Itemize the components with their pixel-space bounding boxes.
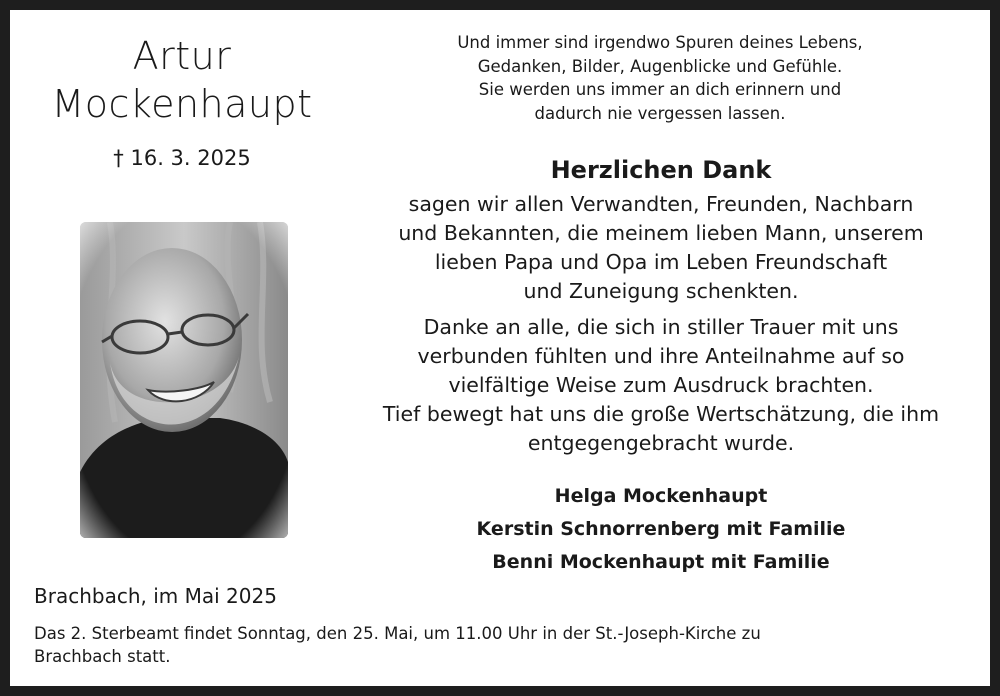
signature-name: Kerstin Schnorrenberg mit Familie — [476, 518, 846, 540]
portrait-photo — [80, 222, 288, 538]
place-date: Brachbach, im Mai 2025 — [34, 584, 277, 608]
thanks-line: verbunden fühlten und ihre Anteilnahme auf so — [417, 344, 905, 368]
thanks-line: Danke an alle, die sich in stiller Trauer mit uns — [423, 315, 899, 339]
death-date: † 16. 3. 2025 — [113, 146, 251, 170]
thanks-line: lieben Papa und Opa im Leben Freundschaft — [434, 250, 888, 274]
thanks-paragraph-1 — [355, 190, 967, 306]
signature-name: Helga Mockenhaupt — [554, 485, 768, 507]
thanks-heading: Herzlichen Dank — [550, 156, 772, 184]
service-notice — [34, 622, 874, 668]
thanks-line: Tief bewegt hat uns die große Wertschätzung, die ihm — [382, 402, 940, 426]
thanks-line: entgegengebracht wurde. — [527, 431, 795, 455]
thanks-line: und Bekannten, die meinem lieben Mann, unserem — [398, 221, 924, 245]
service-line: Das 2. Sterbeamt findet Sonntag, den 25. Mai, um 11.00 Uhr in der St.-Joseph-Kirche zu — [34, 624, 761, 643]
deceased-last-name: Mockenhaupt — [51, 82, 313, 126]
poem — [410, 31, 910, 125]
poem-line: Sie werden uns immer an dich erinnern und — [478, 80, 842, 99]
signatures — [411, 480, 911, 579]
poem-line: Gedanken, Bilder, Augenblicke und Gefühle. — [477, 56, 843, 76]
poem-line: dadurch nie vergessen lassen. — [534, 103, 786, 123]
signature-name: Benni Mockenhaupt mit Familie — [492, 551, 830, 573]
thanks-line: vielfältige Weise zum Ausdruck brachten. — [448, 373, 874, 397]
poem-line: Und immer sind irgendwo Spuren deines Lebens, — [457, 33, 863, 52]
deceased-first-name: Artur — [132, 34, 232, 78]
thanks-line: und Zuneigung schenkten. — [523, 279, 799, 303]
thanks-paragraph-2 — [345, 313, 977, 458]
service-line: Brachbach statt. — [34, 647, 171, 666]
thanks-line: sagen wir allen Verwandten, Freunden, Nachbarn — [408, 192, 914, 216]
